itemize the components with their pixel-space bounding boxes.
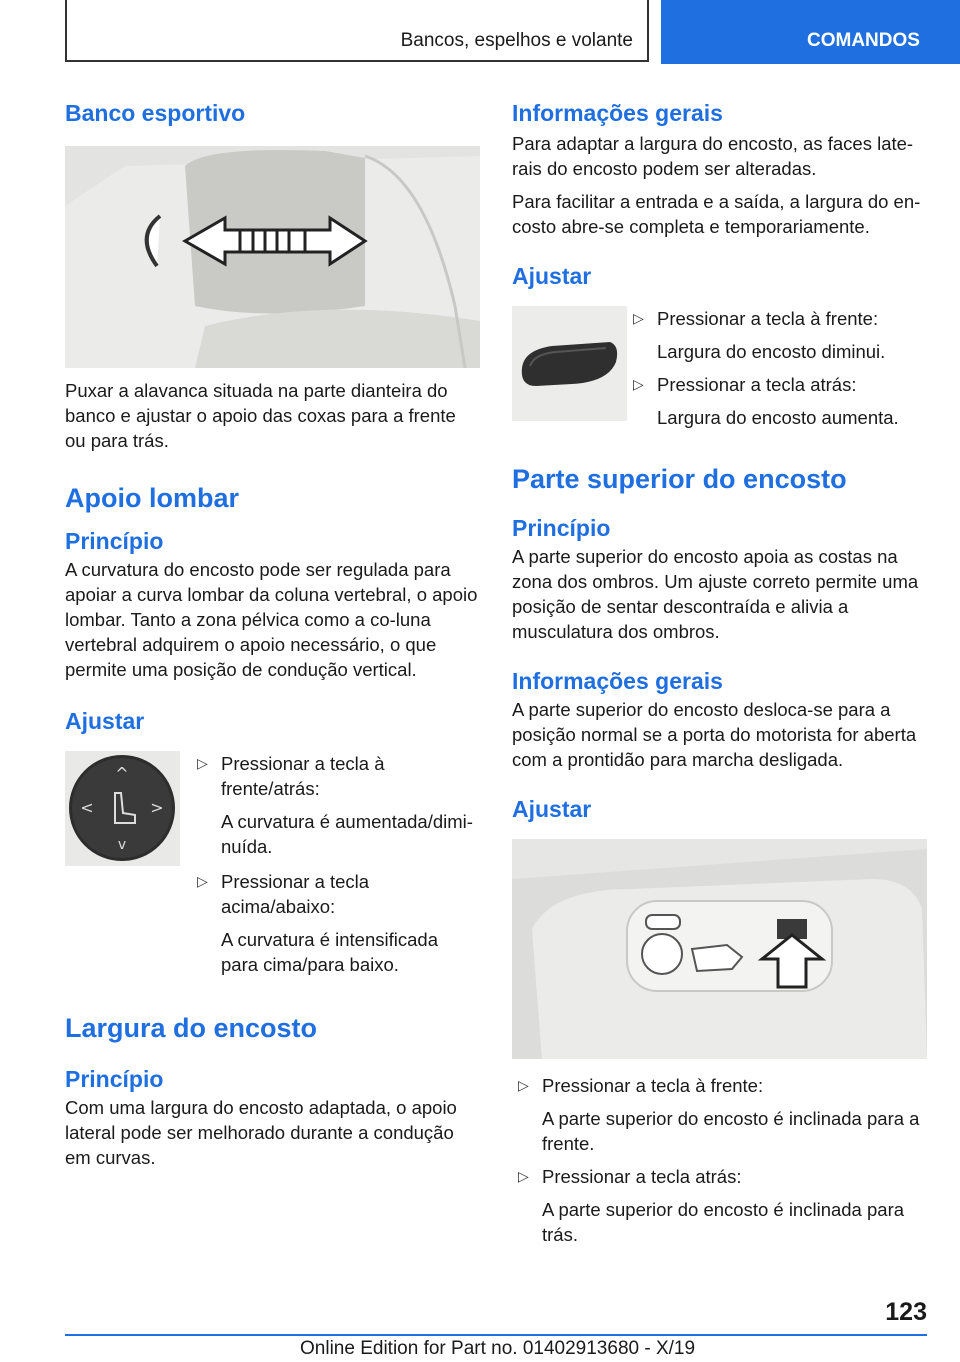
largura-principio-heading: Princípio — [65, 1066, 164, 1092]
bullet-action-text: Pressionar a tecla à frente: — [542, 1075, 764, 1096]
largura-principio-text: Com uma largura do encosto adaptada, o apoio lateral pode ser melhorado durante a condução em curvas. — [65, 1097, 457, 1168]
svg-text:>: > — [150, 798, 164, 817]
banco-esportivo-text: Puxar a alavanca situada na parte dianteira do banco e ajustar o apoio das coxas para a frente ou para trás. — [65, 380, 456, 451]
info-gerais-heading: Informações gerais — [512, 100, 723, 126]
left-column — [65, 100, 480, 1170]
svg-text:^: ^ — [115, 764, 129, 783]
list-item — [191, 869, 480, 977]
triangle-bullet-icon: ▷ — [518, 1168, 529, 1184]
header-section-title: Bancos, espelhos e volante — [400, 30, 633, 51]
bullet-result-text: Largura do encosto diminui. — [657, 341, 886, 362]
triangle-bullet-icon: ▷ — [633, 310, 644, 326]
triangle-bullet-icon: ▷ — [197, 755, 208, 771]
list-item — [512, 1164, 932, 1247]
lumbar-control-illustration — [65, 751, 180, 866]
bullet-result-text: A parte superior do encosto é inclinada para trás. — [542, 1199, 905, 1245]
seat-controls-image — [512, 839, 927, 1059]
triangle-bullet-icon: ▷ — [518, 1077, 529, 1093]
bullet-result-text: A curvatura é intensificada para cima/para baixo. — [221, 929, 438, 975]
superior-info-text: A parte superior do encosto desloca-se para a posição normal se a porta do motorista for aberta com a prontidão para marcha desligada. — [512, 699, 917, 770]
info-gerais-text-1: Para adaptar a largura do encosto, as faces late-rais do encosto podem ser alteradas. — [512, 133, 914, 179]
largura-adjust-row — [512, 306, 932, 430]
info-gerais-text-2: Para facilitar a entrada e a saída, a largura do en-costo abre-se completa e temporariamente. — [512, 191, 921, 237]
list-item — [512, 1073, 932, 1156]
svg-text:<: < — [80, 798, 94, 817]
lombar-adjust-row — [65, 751, 480, 977]
bullet-action-text: Pressionar a tecla atrás: — [657, 374, 857, 395]
header-section-box — [65, 0, 649, 62]
lombar-principio-heading: Princípio — [65, 528, 164, 554]
bullet-action-text: Pressionar a tecla à frente: — [657, 308, 879, 329]
list-item — [627, 372, 932, 430]
list-item — [191, 751, 480, 859]
superior-principio-text: A parte superior do encosto apoia as costas na zona dos ombros. Um ajuste correto permite uma posição de sentar descontraída e alivia a musculatura dos ombros. — [512, 546, 919, 642]
seat-controls-illustration — [512, 839, 927, 1059]
header-chapter-tab — [661, 0, 960, 64]
bullet-result-text: A parte superior do encosto é inclinada para a frente. — [542, 1108, 920, 1154]
triangle-bullet-icon: ▷ — [633, 376, 644, 392]
largura-ajustar-heading: Ajustar — [512, 263, 592, 289]
bullet-action-text: Pressionar a tecla acima/abaixo: — [221, 871, 370, 917]
bullet-result-text: A curvatura é aumentada/dimi-nuída. — [221, 811, 473, 857]
lumbar-control-image — [65, 751, 180, 866]
page-number: 123 — [885, 1298, 927, 1326]
triangle-bullet-icon: ▷ — [197, 873, 208, 889]
footer-divider — [65, 1334, 927, 1336]
width-button-illustration — [512, 306, 627, 421]
superior-principio-heading: Princípio — [512, 515, 611, 541]
banco-esportivo-heading: Banco esportivo — [65, 100, 246, 126]
lombar-bullet-list — [191, 751, 480, 977]
footer-edition-text: Online Edition for Part no. 01402913680 - X/19 — [300, 1338, 696, 1359]
bullet-action-text: Pressionar a tecla à frente/atrás: — [221, 753, 385, 799]
list-item — [627, 306, 932, 364]
width-button-image — [512, 306, 627, 421]
largura-bullet-list — [627, 306, 932, 430]
right-column — [512, 100, 932, 1247]
svg-text:v: v — [117, 837, 127, 853]
superior-ajustar-heading: Ajustar — [512, 796, 592, 822]
apoio-lombar-heading: Apoio lombar — [65, 483, 239, 513]
seat-extension-image — [65, 146, 480, 368]
lombar-ajustar-heading: Ajustar — [65, 708, 145, 734]
superior-info-heading: Informações gerais — [512, 668, 723, 694]
lombar-principio-text: A curvatura do encosto pode ser regulada para apoiar a curva lombar da coluna vertebral, o apoio lombar. Tanto a zona pélvica como a co-luna vertebral adquirem o apoio necessário, o que permite uma posição de condução vertical. — [65, 559, 478, 680]
header-chapter-title: COMANDOS — [807, 30, 920, 51]
bullet-result-text: Largura do encosto aumenta. — [657, 407, 899, 428]
superior-bullet-list — [512, 1073, 932, 1247]
parte-superior-heading: Parte superior do encosto — [512, 464, 847, 494]
largura-encosto-heading: Largura do encosto — [65, 1013, 318, 1043]
seat-extension-illustration — [65, 146, 480, 368]
bullet-action-text: Pressionar a tecla atrás: — [542, 1166, 742, 1187]
